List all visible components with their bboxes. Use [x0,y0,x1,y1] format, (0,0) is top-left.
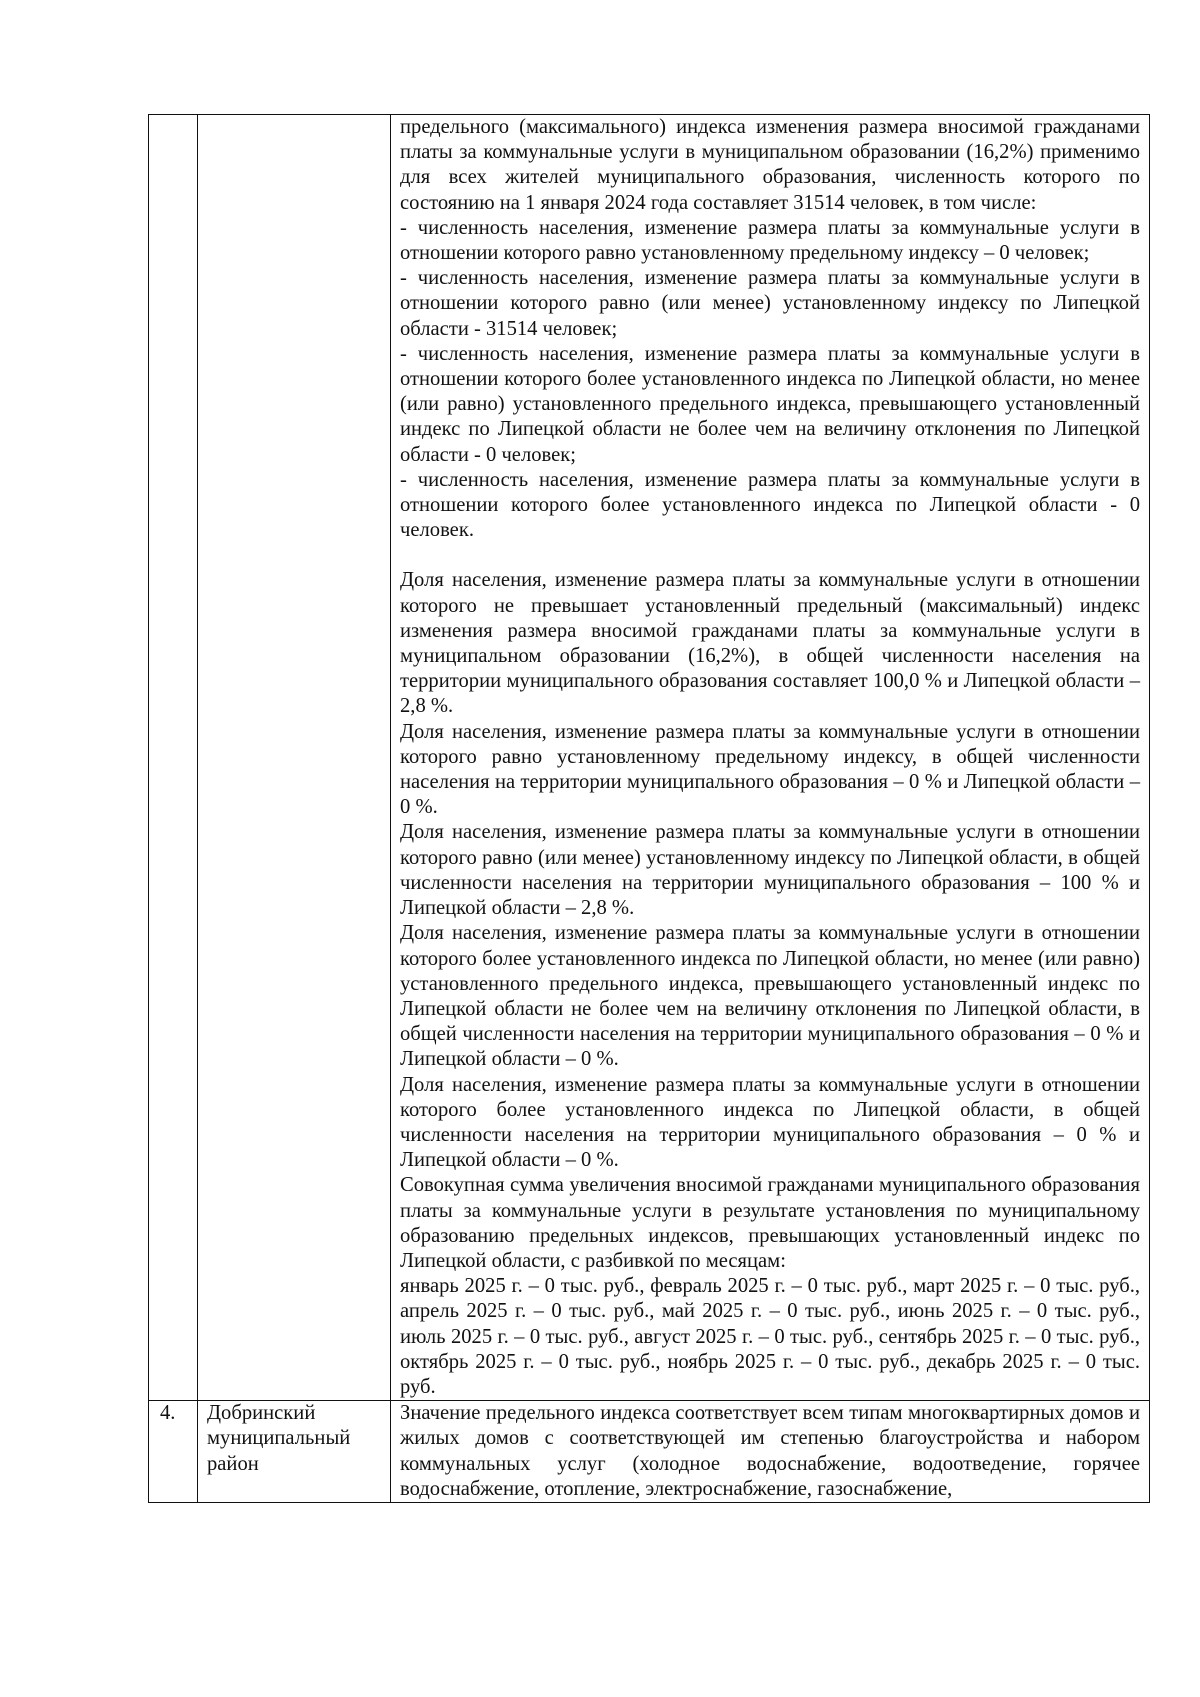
district-name: Добринский муниципальный район [207,1402,351,1475]
paragraph: - численность населения, изменение размера платы за коммунальные услуги в отношении которого более установленного индекса по Липецкой области, но менее (или равно) установленного предельного индекса, превышающего установленный индекс по Липецкой области не более чем на величину отклонения по Липецкой области - 0 человек; [400,342,1140,466]
paragraph: Доля населения, изменение размера платы за коммунальные услуги в отношении которого равно установленному предельному индексу, в общей численности населения на территории муниципального образования – 0 % и Липецкой области – 0 %. [400,720,1140,819]
district-cell [198,1401,391,1503]
table-row-4 [149,1401,1150,1503]
table-row-continued [149,115,1150,1401]
paragraph-gap [400,543,1140,568]
indices-table [148,114,1150,1503]
paragraph: предельного (максимального) индекса изменения размера вносимой гражданами платы за коммунальные услуги в муниципальном образовании (16,2%) применимо для всех жителей муниципального образования, численность которого по состоянию на 1 января 2024 года составляет 31514 человек, в том числе: [400,116,1140,214]
paragraph: Доля населения, изменение размера платы за коммунальные услуги в отношении которого не превышает установленный предельный (максимальный) индекс изменения размера вносимой гражданами платы за коммунальные услуги в муниципальном образовании (16,2%), в общей численности населения на территории муниципального образования составляет 100,0 % и Липецкой области – 2,8 %. [400,569,1140,718]
paragraph: Доля населения, изменение размера платы за коммунальные услуги в отношении которого более установленного индекса по Липецкой области, но менее (или равно) установленного предельного индекса, превышающего установленный индекс по Липецкой области не более чем на величину отклонения по Липецкой области, в общей численности населения на территории муниципального образования – 0 % и Липецкой области – 0 %. [400,922,1140,1071]
paragraph: январь 2025 г. – 0 тыс. руб., февраль 2025 г. – 0 тыс. руб., март 2025 г. – 0 тыс. руб., апрель 2025 г. – 0 тыс. руб., май 2025 г. – 0 тыс. руб., июнь 2025 г. – 0 тыс. руб., июль 2025 г. – 0 тыс. руб., август 2025 г. – 0 тыс. руб., сентябрь 2025 г. – 0 тыс. руб., октябрь 2025 г. – 0 тыс. руб., ноябрь 2025 г. – 0 тыс. руб., декабрь 2025 г. – 0 тыс. руб. [400,1275,1140,1398]
paragraph: - численность населения, изменение размера платы за коммунальные услуги в отношении которого более установленного индекса по Липецкой области - 0 человек. [400,468,1140,542]
district-cell [198,115,391,1401]
paragraph: - численность населения, изменение размера платы за коммунальные услуги в отношении которого равно установленному предельному индексу – 0 человек; [400,216,1140,265]
paragraph: Доля населения, изменение размера платы за коммунальные услуги в отношении которого более установленного индекса по Липецкой области, в общей численности населения на территории муниципального образования – 0 % и Липецкой области – 0 %. [400,1073,1140,1172]
paragraph: - численность населения, изменение размера платы за коммунальные услуги в отношении которого равно (или менее) установленному индексу по Липецкой области - 31514 человек; [400,267,1140,340]
number-cell [149,115,198,1401]
description-cell [391,1401,1150,1503]
number-cell [149,1401,198,1503]
paragraph: Доля населения, изменение размера платы за коммунальные услуги в отношении которого равно (или менее) установленному индексу по Липецкой области, в общей численности населения на территории муниципального образования – 100 % и Липецкой области – 2,8 %. [400,821,1140,920]
paragraph: Совокупная сумма увеличения вносимой гражданами муниципального образования платы за коммунальные услуги в результате установления по муниципальному образованию предельных индексов, превышающих установленный индекс по Липецкой области, с разбивкой по месяцам: [400,1174,1140,1272]
description-text [391,115,1149,1400]
description-text: Значение предельного индекса соответствует всем типам многоквартирных домов и жилых домов с соответствующей им степенью благоустройства и набором коммунальных услуг (холодное водоснабжение, водоотведение, горячее водоснабжение, отопление, электроснабжение, газоснабжение, [400,1402,1140,1500]
description-cell [391,115,1150,1401]
row-number: 4. [160,1402,176,1425]
